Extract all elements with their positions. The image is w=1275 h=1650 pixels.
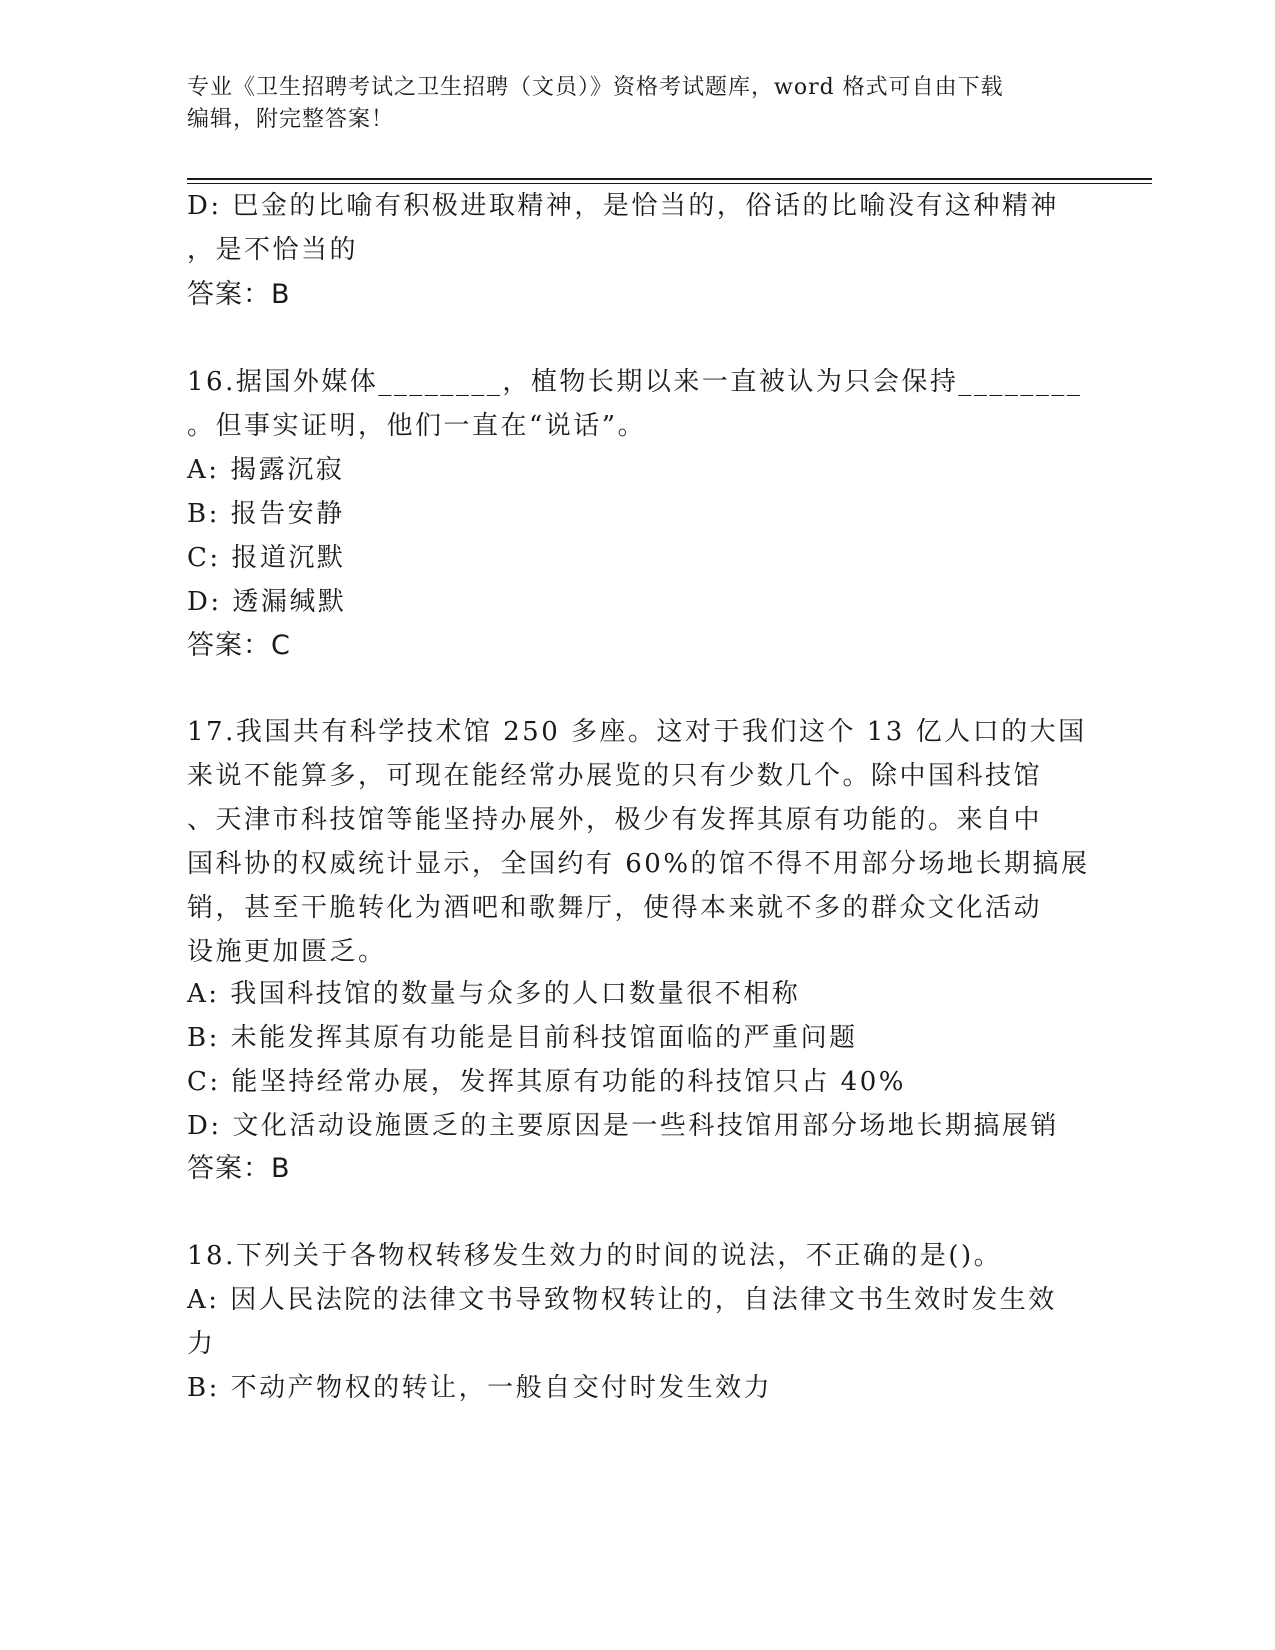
q17-option-b: B: 未能发挥其原有功能是目前科技馆面临的严重问题: [187, 1023, 858, 1053]
q17-option-d: D: 文化活动设施匮乏的主要原因是一些科技馆用部分场地长期搞展销: [187, 1111, 1059, 1141]
q18-option-b: B: 不动产物权的转让，一般自交付时发生效力: [187, 1373, 773, 1403]
q17-stem-line-5: 销，甚至干脆转化为酒吧和歌舞厅，使得本来就不多的群众文化活动: [187, 893, 1043, 923]
q16-option-a: A: 揭露沉寂: [187, 455, 345, 485]
q17-stem-line-2: 来说不能算多，可现在能经常办展览的只有少数几个。除中国科技馆: [187, 761, 1043, 791]
q16-option-b: B: 报告安静: [187, 499, 345, 529]
q17-stem-line-4: 国科协的权威统计显示，全国约有 60%的馆不得不用部分场地长期搞展: [187, 849, 1090, 879]
q16-stem-line-1: 16.据国外媒体________，植物长期以来一直被认为只会保持________: [187, 367, 1083, 397]
q16-stem-line-2: 。但事实证明，他们一直在“说话”。: [187, 411, 647, 441]
q17-stem-line-6: 设施更加匮乏。: [187, 937, 387, 967]
header-line-1: 专业《卫生招聘考试之卫生招聘（文员）》资格考试题库，word 格式可自由下载: [187, 75, 1004, 100]
q16-answer: 答案：C: [187, 630, 291, 661]
q17-option-c: C: 能坚持经常办展，发挥其原有功能的科技馆只占 40%: [187, 1067, 906, 1097]
q18-stem-line-1: 18.下列关于各物权转移发生效力的时间的说法，不正确的是()。: [187, 1241, 1003, 1271]
q17-option-a: A: 我国科技馆的数量与众多的人口数量很不相称: [187, 979, 801, 1009]
q18-option-a-line-1: A: 因人民法院的法律文书导致物权转让的，自法律文书生效时发生效: [187, 1285, 1057, 1315]
q15-answer: 答案：B: [187, 279, 291, 310]
header-divider-thick: [187, 178, 1152, 180]
header-divider-thin: [187, 183, 1152, 184]
q17-stem-line-3: 、天津市科技馆等能坚持办展外，极少有发挥其原有功能的。来自中: [187, 805, 1043, 835]
page-header: [187, 72, 1087, 136]
q17-stem-line-1: 17.我国共有科学技术馆 250 多座。这对于我们这个 13 亿人口的大国: [187, 717, 1087, 747]
q16-option-c: C: 报道沉默: [187, 543, 346, 573]
q18-option-a-line-2: 力: [187, 1329, 216, 1359]
q17-answer: 答案：B: [187, 1153, 291, 1184]
q15-option-d-line-1: D: 巴金的比喻有积极进取精神，是恰当的，俗话的比喻没有这种精神: [187, 191, 1059, 221]
q15-option-d-line-2: ，是不恰当的: [187, 235, 359, 265]
header-line-2: 编辑，附完整答案！: [187, 107, 395, 132]
q16-option-d: D: 透漏缄默: [187, 587, 347, 617]
